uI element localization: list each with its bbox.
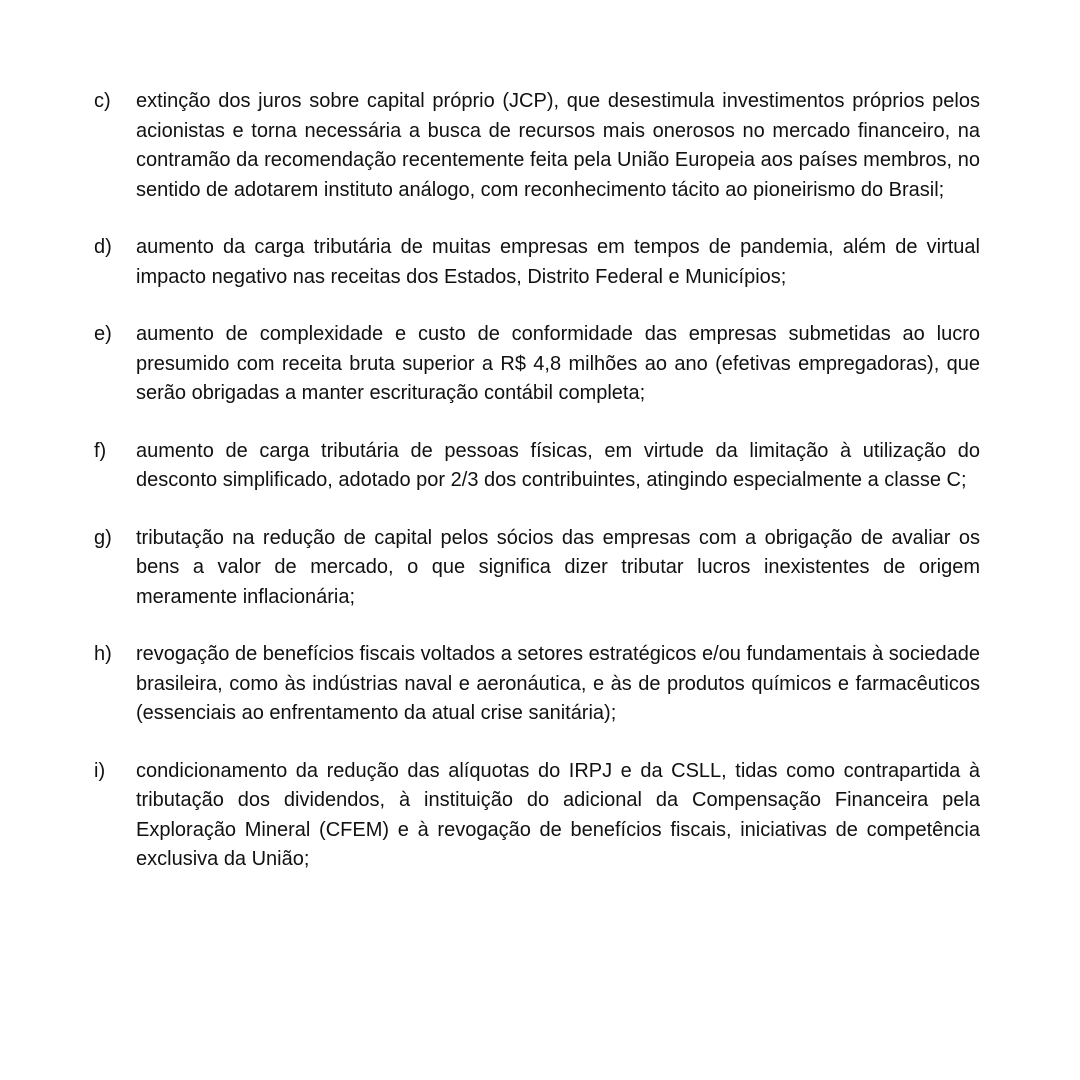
list-marker: e) [94,323,112,345]
list-item-d [94,233,980,292]
list-item-text: aumento de carga tributária de pessoas físicas, em virtude da limitação à utilização do desconto simplificado, adotado por 2/3 dos contribuintes, atingindo especialmente a classe C; [136,439,980,491]
list-item-f [94,437,980,496]
list-marker: d) [94,236,112,258]
list-item-text: extinção dos juros sobre capital próprio (JCP), que desestimula investimentos próprios pelos acionistas e torna necessária a busca de recursos mais onerosos no mercado financeiro, na contramão da recomendação recentemente feita pela União Europeia aos países membros, no sentido de adotarem instituto análogo, com reconhecimento tácito ao pioneirismo do Brasil; [136,90,980,201]
list-marker: h) [94,643,112,665]
list-marker: c) [94,90,111,112]
list-item-e [94,320,980,409]
list-item-text: condicionamento da redução das alíquotas do IRPJ e da CSLL, tidas como contrapartida à tributação dos dividendos, à instituição do adicional da Compensação Financeira pela Exploração Mineral (CFEM) e à revogação de benefícios fiscais, iniciativas de competência exclusiva da União; [136,759,980,870]
list-item-h [94,640,980,729]
list-item-text: aumento de complexidade e custo de conformidade das empresas submetidas ao lucro presumido com receita bruta superior a R$ 4,8 milhões ao ano (efetivas empregadoras), que serão obrigadas a manter escrituração contábil completa; [136,323,980,404]
list-marker: i) [94,759,106,782]
list-item-text: tributação na redução de capital pelos sócios das empresas com a obrigação de avaliar os bens a valor de mercado, o que significa dizer tributar lucros inexistentes de origem meramente inflacionária; [136,526,980,608]
list-item-i [94,757,980,875]
list-marker: f) [94,439,107,462]
list-item-g [94,524,980,613]
list-item-text: revogação de benefícios fiscais voltados a setores estratégicos e/ou fundamentais à sociedade brasileira, como às indústrias naval e aeronáutica, e às de produtos químicos e farmacêuticos (essenciais ao enfrentamento da atual crise sanitária); [136,643,980,724]
list-item-text: aumento da carga tributária de muitas empresas em tempos de pandemia, além de virtual impacto negativo nas receitas dos Estados, Distrito Federal e Municípios; [136,236,980,288]
list-marker: g) [94,526,112,549]
document-page [94,87,980,903]
list-item-c [94,87,980,205]
